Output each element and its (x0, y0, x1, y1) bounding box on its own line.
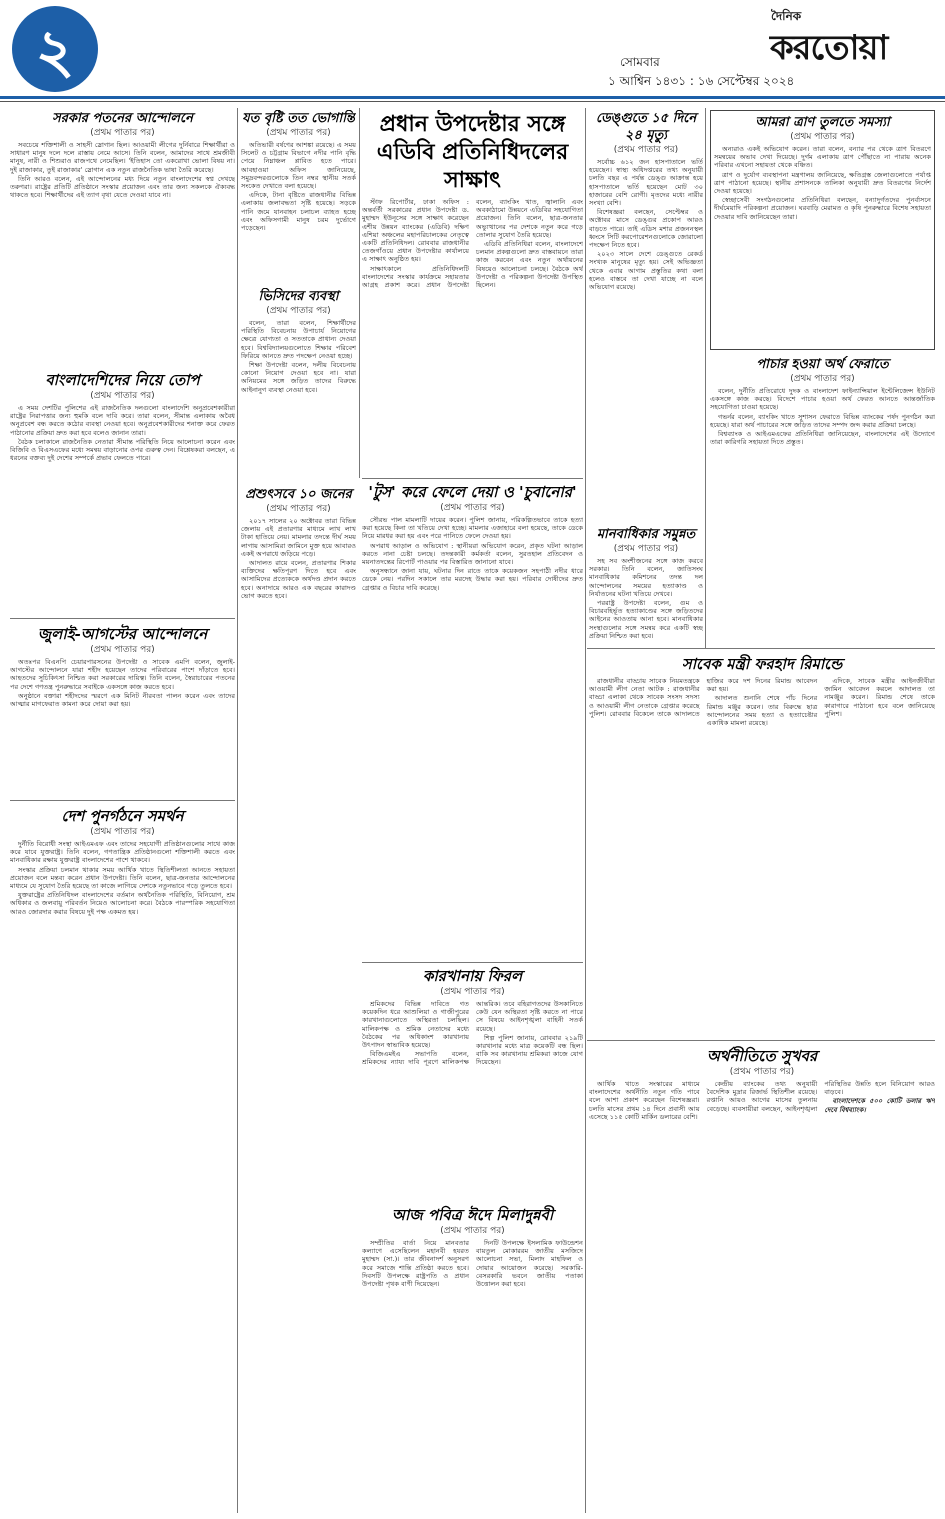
continuation-source: (প্রথম পাতার পর) (266, 128, 331, 138)
paragraph: দুর্নীতি বিরোধী সংস্থা আইএমএফ এবং তাদের সহযোগী প্রতিষ্ঠানগুলোর সাথে কাজ করে যাবে যুক্তরাষ্ট্র। তিনি বলেন, গণতান্ত্রিক প্রতিষ্ঠানগুলো শক্তিশালী করতে এবং মানবাধিকার রক্ষায় যুক্তরাষ্ট্র বাংলাদেশের পাশে থাকবে। (10, 840, 235, 865)
column-divider (705, 108, 706, 648)
continuation-source: (প্রথম পাতার পর) (790, 374, 855, 384)
article-body (589, 158, 703, 291)
article-tran-somossa (710, 110, 935, 350)
section-divider (362, 478, 583, 479)
paragraph: কেন্দ্রীয় ব্যাংকের তথ্য অনুযায়ী বৈদেশিক মুদ্রার রিজার্ভ স্থিতিশীল রয়েছে। রপ্তানি আয়ও আগের মাসের তুলনায় বেড়েছে। ব্যবসায়ীরা বলছেন, আইনশৃঙ্খলা পরিস্থিতির উন্নতি হলে বিনিয়োগ আরও বাড়বে। (706, 1080, 935, 1113)
article-bangladeshi-top (10, 370, 235, 615)
masthead (0, 0, 945, 116)
article-body (10, 840, 235, 916)
section-divider (587, 648, 935, 649)
headline: মানবাধিকার সমুন্নত (596, 527, 696, 542)
paragraph: যুক্তরাষ্ট্রের প্রতিনিধিদল বাংলাদেশের বর্তমান অর্থনৈতিক পরিস্থিতি, বিনিয়োগ, শ্রম অধিকার ও জলবায়ু পরিবর্তন নিয়েও আলোচনা করে। বৈঠকে পারস্পরিক সহযোগিতা আরও জোরদার করার বিষয়ে দুই পক্ষ একমত হয়। (10, 891, 235, 916)
paragraph: ২০১৭ সালের ২০ অক্টোবর তারা বিভিন্ন জেলায় এই প্রতারণার মাধ্যমে লাখ লাখ টাকা হাতিয়ে নেয়। মামলার তদন্তে দীর্ঘ সময় লাগায় আসামিরা জামিনে মুক্ত হয়ে আবারও একই অপরাধে জড়িয়ে পড়ে। (241, 517, 356, 558)
section-divider (362, 962, 583, 963)
headline: যত বৃষ্টি তত ভোগান্তি (242, 111, 355, 126)
headline: সাবেক মন্ত্রী ফরহাদ রিমান্ডে (681, 655, 843, 673)
paragraph: সৌরভ পাল মামলাটি দায়ের করেন। পুলিশ জানায়, পরিকল্পিতভাবে তাকে হত্যা করা হয়েছে কিনা তা খতিয়ে দেখা হচ্ছে। মামলার এজাহারে বলা হয়েছে, তাকে ডেকে নিয়ে মারধর করা হয় এবং পরে পানিতে ফেলে দেওয়া হয়। (362, 516, 583, 541)
article-karkhanay-firlo (362, 966, 583, 1201)
article-body (362, 516, 583, 592)
article-pachar-ortho (710, 356, 935, 644)
headline: প্রশুৎসবে ১০ জনের (245, 487, 352, 502)
paragraph: বলেন, তারা বলেন, শিক্ষার্থীদের পরিস্থিতি বিবেচনায় উপাচার্য নিয়োগের ক্ষেত্রে যোগ্যতা ও সততাকে প্রাধান্য দেওয়া হবে। বিশ্ববিদ্যালয়গুলোতে শিক্ষার পরিবেশ ফিরিয়ে আনতে দ্রুত পদক্ষেপ নেওয়া হচ্ছে। (241, 319, 356, 360)
article-body (714, 145, 931, 221)
paragraph: তিনি আরও বলেন, এই আন্দোলনের মধ্য দিয়ে নতুন বাংলাদেশের স্বপ্ন দেখছে তরুণরা। রাষ্ট্রের প্রতিটি প্রতিষ্ঠানে সংস্কার প্রয়োজন এবং তার জন্য সকলকে ঐক্যবদ্ধ থাকতে হবে। শিক্ষার্থীদের এই ত্যাগ বৃথা যেতে দেওয়া যাবে না। (10, 174, 235, 200)
continuation-source: (প্রথম পাতার পর) (440, 987, 505, 997)
paragraph: স্বেচ্ছাসেবী সংগঠনগুলোর প্রতিনিধিরা বলছেন, বন্যাদুর্গতদের পুনর্বাসনে দীর্ঘমেয়াদি পরিকল্পনা প্রয়োজন। ঘরবাড়ি মেরামত ও কৃষি পুনরুদ্ধারে বিশেষ সহায়তা দেওয়ার দাবি জানিয়েছেন তারা। (714, 196, 931, 221)
paragraph: এদিকে, সাবেক মন্ত্রীর আইনজীবীরা জামিন আবেদন করলে আদালত তা নামঞ্জুর করেন। রিমান্ড শেষে তাকে কারাগারে পাঠানো হবে বলে জানিয়েছে পুলিশ। (824, 677, 935, 718)
lead-headline: প্রধান উপদেষ্টার সঙ্গে এডিবি প্রতিনিধিদলের সাক্ষাৎ (376, 111, 569, 193)
masthead-rule-thin (0, 101, 945, 102)
headline: দেশ পুনর্গঠনে সমর্থন (61, 807, 184, 825)
logo-main-text: করতোয়া (770, 28, 888, 68)
article-body (589, 557, 703, 640)
article-brishti-vogantI (241, 110, 356, 280)
article-body (10, 404, 235, 462)
headline: আজ পবিত্র ঈদে মিলাদুন্নবী (391, 1206, 554, 1224)
section-divider (587, 1040, 935, 1041)
continuation-source: (প্রথম পাতার পর) (440, 1226, 505, 1236)
paragraph: শিক্ষা উপদেষ্টা বলেন, দলীয় বিবেচনায় কোনো নিয়োগ দেওয়া হবে না। যারা অনিয়মের সঙ্গে জড়িত তাদের বিরুদ্ধে আইনানুগ ব্যবস্থা নেওয়া হবে। (241, 361, 356, 394)
continuation-source: (প্রথম পাতার পর) (440, 503, 505, 513)
headline: বাংলাদেশিদের নিয়ে তোপ (45, 371, 200, 389)
continuation-source: (প্রথম পাতার পর) (266, 306, 331, 316)
headline: অর্থনীতিতে সুখবর (706, 1047, 818, 1065)
paragraph: অতিভারী বর্ষণের আশঙ্কা রয়েছে। এ সময় সিলেট ও চট্টগ্রাম বিভাগে নদীর পানি বৃদ্ধি পেয়ে নিম্নাঞ্চল প্লাবিত হতে পারে। আবহাওয়া অফিস জানিয়েছে, সমুদ্রবন্দরগুলোকে তিন নম্বর স্থানীয় সতর্ক সংকেত দেখাতে বলা হয়েছে। (241, 141, 356, 191)
issue-day: সোমবার (620, 55, 660, 69)
headline: আমরা ত্রাণ তুলতে সমস্যা (755, 115, 890, 130)
paragraph: রাজধানীর বাড্ডায় সাবেক নিয়মতন্ত্রকে আওয়ামী লীগ নেতা আটক : রাজধানীর বাড্ডা এলাকা থেকে সাবেক সংসদ সদস্য ও আওয়ামী লীগ নেতাকে গ্রেপ্তার করেছে পুলিশ। রোববার বিকেলে তাকে আদালতে হাজির করে দশ দিনের রিমান্ড আবেদন করা হয়। (589, 677, 818, 718)
article-body (241, 141, 356, 232)
article-tus-kore (362, 482, 583, 960)
paragraph: শিল্প পুলিশ জানায়, রোববার ২১৯টি কারখানার মধ্যে মাত্র কয়েকটি বন্ধ ছিল। বাকি সব কারখানায় শ্রমিকরা কাজে যোগ দিয়েছেন। (476, 1033, 583, 1067)
paragraph: অন্যরাও একই অভিযোগ করেন। তারা বলেন, বন্যার পর থেকে ত্রাণ বিতরণে সমন্বয়ের অভাব দেখা দিয়েছে। দুর্গম এলাকায় ত্রাণ পৌঁছাতে না পারায় অনেক পরিবার এখনো সহায়তা থেকে বঞ্চিত। (714, 145, 931, 170)
headline: পাচার হওয়া অর্থ ফেরাতে (756, 357, 889, 372)
paragraph: অতঃপর বিএনপি চেয়ারপারসনের উপদেষ্টা ও সাবেক এমপি বলেন, জুলাই-আগস্টের আন্দোলনে যারা শহীদ হয়েছেন তাদের পরিবারের পাশে দাঁড়াতে হবে। আহতদের সুচিকিৎসা নিশ্চিত করা সরকারের দায়িত্ব। তিনি বলেন, স্বৈরাচারের পতনের পর দেশে গণতন্ত্র পুনরুদ্ধারে সবাইকে একসঙ্গে কাজ করতে হবে। (10, 658, 235, 691)
paragraph: এডিবি প্রতিনিধিরা বলেন, বাংলাদেশে চলমান প্রকল্পগুলো দ্রুত বাস্তবায়নে তারা কাজ করবেন এবং নতুন অর্থায়নের বিষয়েও আলোচনা চলছে। বৈঠকে অর্থ উপদেষ্টা ও পরিকল্পনা উপদেষ্টা উপস্থিত ছিলেন। (476, 240, 583, 290)
paragraph: গভর্নর বলেন, ব্যাংকিং খাতে সুশাসন ফেরাতে বিভিন্ন ব্যাংকের পর্ষদ পুনর্গঠন করা হয়েছে। যারা অর্থ পাচারের সঙ্গে জড়িত তাদের সম্পদ জব্দ করার প্রক্রিয়া চলছে। (710, 412, 935, 429)
headline: ডেঙ্গুতে ১৫ দিনে ২৪ মৃত্যু (595, 111, 697, 143)
paragraph: সাক্ষাৎকালে প্রতিনিধিদলটি বাংলাদেশের সংস্কার কার্যক্রমে সহায়তার আগ্রহ প্রকাশ করে। প্রধান উপদেষ্টা বলেন, ব্যাংকিং খাত, জ্বালানি এবং অবকাঠামো উন্নয়নে এডিবির সহযোগিতা প্রয়োজন। তিনি বলেন, ছাত্র-জনতার অভ্যুত্থানের পর দেশকে নতুন করে গড়ে তোলার সুযোগ তৈরি হয়েছে। (362, 198, 583, 290)
paragraph: এ সময় দেশটির পুলিশের এই রাজনৈতিক দলগুলো বাংলাদেশি অনুপ্রবেশকারীরা রাষ্ট্রের নিরাপত্তার জন্য হুমকি বলে দাবি করে। তারা বলেন, সীমান্ত এলাকায় অবৈধ অনুপ্রবেশ বন্ধ করতে কঠোর ব্যবস্থা নেওয়া হবে। অনুপ্রবেশকারীদের শনাক্ত করে ফেরত পাঠানোর প্রক্রিয়া দ্রুত করা হবে বলেও জানান তারা। (10, 404, 235, 437)
paragraph: বিজিএমইএ সভাপতি বলেন, শ্রমিকদের ন্যায্য দাবি পূরণে মালিকপক্ষ আন্তরিক। তবে বহিরাগতদের উসকানিতে কেউ যেন অস্থিরতা সৃষ্টি করতে না পারে সে বিষয়ে আইনশৃঙ্খলা বাহিনী সতর্ক রয়েছে। (362, 1000, 583, 1067)
continuation-source: (প্রথম পাতার পর) (729, 1067, 795, 1077)
paragraph: ২০২৩ সালে দেশে ডেঙ্গুতে রেকর্ড সংখ্যক মানুষের মৃত্যু হয়। সেই অভিজ্ঞতা থেকে এবার আগাম প্রস্তুতির কথা বলা হলেও বাস্তবে তা দেখা যাচ্ছে না বলে অভিযোগ রয়েছে। (589, 250, 703, 292)
paragraph: দিনটি উপলক্ষে ইসলামিক ফাউন্ডেশন বায়তুল মোকাররম জাতীয় মসজিদে আলোচনা সভা, মিলাদ মাহফিল ও দোয়ার আয়োজন করেছে। সরকারি-বেসরকারি ভবনে জাতীয় পতাকা উত্তোলন করা হবে। (476, 1239, 583, 1289)
paragraph: বৈঠক চলাকালে রাজনৈতিক নেতারা সীমান্ত পরিস্থিতি নিয়ে আলোচনা করেন এবং বিজিবি ও বিএসএফের মধ্যে সমন্বয় বাড়ানোর ওপর গুরুত্ব দেন। বিশ্লেষকরা বলছেন, এ ধরনের বক্তব্য দুই দেশের সম্পর্কে প্রভাব ফেলতে পারে। (10, 437, 235, 463)
article-body (589, 677, 935, 727)
article-proshutsob (241, 486, 356, 651)
paragraph: আর্থিক খাতে সংস্কারের মাধ্যমে বাংলাদেশের অর্থনীতি নতুন গতি পাবে বলে আশা প্রকাশ করেছেন বিশেষজ্ঞরা। চলতি মাসের প্রথম ১৪ দিনে প্রবাসী আয় এসেছে ১১৫ কোটি মার্কিন ডলারের বেশি। (589, 1080, 700, 1121)
headline: 'টুস' করে ফেলে দেয়া ও 'চুবানোর' (368, 483, 577, 501)
headline: কারখানায় ফিরল (422, 967, 523, 985)
article-body (10, 658, 235, 708)
paragraph: পররাষ্ট্র উপদেষ্টা বলেন, গুম ও বিচারবহির্ভূত হত্যাকাণ্ডের সঙ্গে জড়িতদের আইনের আওতায় আনা হবে। মানবাধিকার সংস্থাগুলোর সঙ্গে সমন্বয় করে একটি স্বচ্ছ প্রক্রিয়া নিশ্চিত করা হবে। (589, 599, 703, 640)
paragraph: সর্বোচ্চ ৬১২ জন হাসপাতালে ভর্তি হয়েছেন। স্বাস্থ্য অধিদপ্তরের তথ্য অনুযায়ী চলতি বছর এ পর্যন্ত ডেঙ্গু আক্রান্ত হয়ে হাসপাতালে ভর্তি হয়েছেন মোট ৩০ হাজারের বেশি রোগী। মৃতদের মধ্যে নারীর সংখ্যা বেশি। (589, 158, 703, 208)
paragraph: স্টাফ রিপোর্টার, ঢাকা অফিস : অন্তর্বর্তী সরকারের প্রধান উপদেষ্টা ড. মুহাম্মদ ইউনূসের সঙ্গে সাক্ষাৎ করেছেন এশীয় উন্নয়ন ব্যাংকের (এডিবি) দক্ষিণ এশিয়া অঞ্চলের মহাপরিচালকের নেতৃত্বে একটি প্রতিনিধিদল। রোববার রাজধানীর তেজগাঁওয়ে প্রধান উপদেষ্টার কার্যালয়ে এ সাক্ষাৎ অনুষ্ঠিত হয়। (362, 198, 469, 264)
continuation-source: (প্রথম পাতার পর) (90, 645, 155, 655)
continuation-source: (প্রথম পাতার পর) (790, 132, 855, 142)
section-divider (10, 618, 235, 619)
paragraph: সম্প্রীতির বার্তা নিয়ে মানবতার কল্যাণে এসেছিলেন মহানবী হযরত মুহাম্মদ (সা.)। তার জীবনাদর্শ অনুসরণ করে সমাজে শান্তি প্রতিষ্ঠা করতে হবে। দিবসটি উপলক্ষে রাষ্ট্রপতি ও প্রধান উপদেষ্টা পৃথক বাণী দিয়েছেন। (362, 1239, 469, 1289)
continuation-source: (প্রথম পাতার পর) (90, 827, 155, 837)
article-desh-punorgothon (10, 806, 235, 1512)
article-eid-miladunnabi (362, 1205, 583, 1512)
paragraph: বাংলাদেশকে ৫০০ কোটি ডলার ঋণ দেবে বিশ্বব্যাংক। (824, 1097, 935, 1114)
paragraph: বিশেষজ্ঞরা বলছেন, সেপ্টেম্বর ও অক্টোবর মাসে ডেঙ্গুর প্রকোপ আরও বাড়তে পারে। তাই এডিস মশার প্রজননস্থল ধ্বংসে সিটি করপোরেশনগুলোকে জোরালো পদক্ষেপ নিতে হবে। (589, 208, 703, 250)
masthead-rule (0, 96, 945, 99)
headline: জুলাই-আগস্টের আন্দোলনে (37, 625, 208, 643)
article-vc-babostha (241, 288, 356, 478)
continuation-source: (প্রথম পাতার পর) (266, 504, 331, 514)
article-body (241, 517, 356, 600)
article-july-august (10, 624, 235, 796)
paragraph: অপরাধ আড়াল ও অভিযোগ : স্থানীয়রা অভিযোগ করেন, প্রকৃত ঘটনা আড়াল করতে নানা চেষ্টা চলছে। তদন্তকারী কর্মকর্তা বলেন, সুরতহাল প্রতিবেদন ও ময়নাতদন্তের রিপোর্ট পাওয়ার পর বিস্তারিত জানানো যাবে। (362, 541, 583, 567)
issue-date: ১ আশ্বিন ১৪৩১ : ১৬ সেপ্টেম্বর ২০২৪ (608, 74, 795, 88)
paragraph: বলেন, দুর্নীতি প্রতিরোধে দুদক ও বাংলাদেশ ফাইন্যান্সিয়াল ইন্টেলিজেন্স ইউনিট একসঙ্গে কাজ করছে। বিদেশে পাচার হওয়া অর্থ ফেরত আনতে আন্তর্জাতিক সহযোগিতা চাওয়া হয়েছে। (710, 387, 935, 412)
column-divider (237, 108, 238, 1513)
article-body (362, 198, 583, 290)
logo-small-text: দৈনিক (771, 9, 802, 23)
paragraph: আদালত রায়ে বলেন, প্রতারণার শিকার ব্যক্তিদের ক্ষতিপূরণ দিতে হবে এবং আসামিদের প্রত্যেককে অর্থদণ্ড প্রদান করতে হবে। অনাদায়ে আরও এক বছরের কারাদণ্ড ভোগ করতে হবে। (241, 559, 356, 600)
article-body (589, 1080, 935, 1121)
page-number-badge: ২ (12, 6, 98, 92)
continuation-source: (প্রথম পাতার পর) (90, 391, 155, 401)
paragraph: এদিকে, টানা বৃষ্টিতে রাজধানীর বিভিন্ন এলাকায় জলাবদ্ধতা সৃষ্টি হয়েছে। সড়কে পানি জমে যানবাহন চলাচল ব্যাহত হচ্ছে এবং অফিসগামী মানুষ চরম দুর্ভোগে পড়েছেন। (241, 191, 356, 233)
article-farhad-remand (589, 654, 935, 1038)
article-manobadhikar (589, 526, 703, 646)
article-body (710, 387, 935, 446)
headline: ভিসিদের ব্যবস্থা (258, 289, 339, 304)
column-divider (359, 108, 360, 478)
column-divider (585, 108, 586, 1513)
article-body (362, 1239, 583, 1289)
article-body (10, 141, 235, 199)
paragraph: অনুসন্ধানে জানা যায়, ঘটনার দিন রাতে তাকে কয়েকজন সহপাঠী নদীর ধারে ডেকে নেয়। পরদিন সকালে তার মরদেহ উদ্ধার করা হয়। পরিবার দোষীদের দ্রুত গ্রেপ্তার ও বিচার দাবি করেছে। (362, 567, 583, 592)
continuation-source: (প্রথম পাতার পর) (90, 128, 155, 138)
paragraph: সবচেয়ে শক্তিশালী ও সাহসী স্লোগান ছিল। আওয়ামী লীগের দুর্নিবারে শিক্ষার্থীরা ও সাধারণ মানুষ দলে দলে রাস্তায় নেমে আসে। তিনি বলেন, আমাদের সাথে শ্রমজীবী মানুষ, নারী ও শিশুরাও রাজপথে নেমেছিল। 'ইতিহাস তো একরোখা ভোলা বিষয় না। দুই রাজাকার, তুই রাজাকার' স্লোগান এক নতুন রাজনৈতিক ভাষা তৈরি করেছে। (10, 141, 235, 174)
section-divider (10, 800, 235, 801)
paragraph: আদালত শুনানি শেষে পাঁচ দিনের রিমান্ড মঞ্জুর করেন। তার বিরুদ্ধে ছাত্র আন্দোলনের সময় হত্যা ও হত্যাচেষ্টার একাধিক মামলা রয়েছে। (706, 694, 818, 728)
paragraph: ত্রাণ ও দুর্যোগ ব্যবস্থাপনা মন্ত্রণালয় জানিয়েছে, ক্ষতিগ্রস্ত জেলাগুলোতে পর্যাপ্ত ত্রাণ পাঠানো হয়েছে। স্থানীয় প্রশাসনকে তালিকা অনুযায়ী দ্রুত বিতরণের নির্দেশ দেওয়া হয়েছে। (714, 170, 931, 196)
article-orthonitite-sukhobor (589, 1046, 935, 1512)
continuation-source: (প্রথম পাতার পর) (613, 145, 679, 155)
paragraph: সংস্কার প্রক্রিয়া চলমান থাকার সময় আর্থিক খাতে স্থিতিশীলতা আনতে সহায়তা প্রয়োজন বলে মন্তব্য করেন প্রধান উপদেষ্টা। তিনি বলেন, ছাত্র-জনতার আন্দোলনের মাধ্যমে যে সুযোগ তৈরি হয়েছে তা কাজে লাগিয়ে দেশকে নতুনভাবে গড়ে তুলতে হবে। (10, 865, 235, 891)
paragraph: শ্রমিকদের বিভিন্ন দাবিতে গত কয়েকদিন ধরে আশুলিয়া ও গাজীপুরের কারখানাগুলোতে অস্থিরতা চলছিল। মালিকপক্ষ ও শ্রমিক নেতাদের মধ্যে বৈঠকের পর অধিকাংশ কারখানায় উৎপাদন স্বাভাবিক হয়েছে। (362, 1000, 469, 1050)
article-body (362, 1000, 583, 1067)
article-adb-lead (362, 110, 583, 475)
paragraph: সহ সব অংশীজনের সঙ্গে কাজ করবে সরকার। তিনি বলেন, জাতিসংঘ মানবাধিকার কমিশনের তদন্ত দল আন্দোলনের সময়ের হত্যাকাণ্ড ও নির্যাতনের ঘটনা খতিয়ে দেখবে। (589, 557, 703, 598)
article-sarkar-poton (10, 110, 235, 363)
paragraph: অনুষ্ঠানে বক্তারা শহীদদের স্মরণে এক মিনিট নীরবতা পালন করেন এবং তাদের আত্মার মাগফেরাত কামনা করে দোয়া করা হয়। (10, 691, 235, 709)
paragraph: বিশ্বব্যাংক ও আইএমএফের প্রতিনিধিরা জানিয়েছেন, বাংলাদেশের এই উদ্যোগে তারা কারিগরি সহায়তা দিতে প্রস্তুত। (710, 430, 935, 447)
continuation-source: (প্রথম পাতার পর) (613, 544, 679, 554)
newspaper-logo (770, 8, 935, 72)
article-body (241, 319, 356, 394)
article-dengue (589, 110, 703, 520)
headline: সরকার পতনের আন্দোলনে (52, 111, 193, 126)
